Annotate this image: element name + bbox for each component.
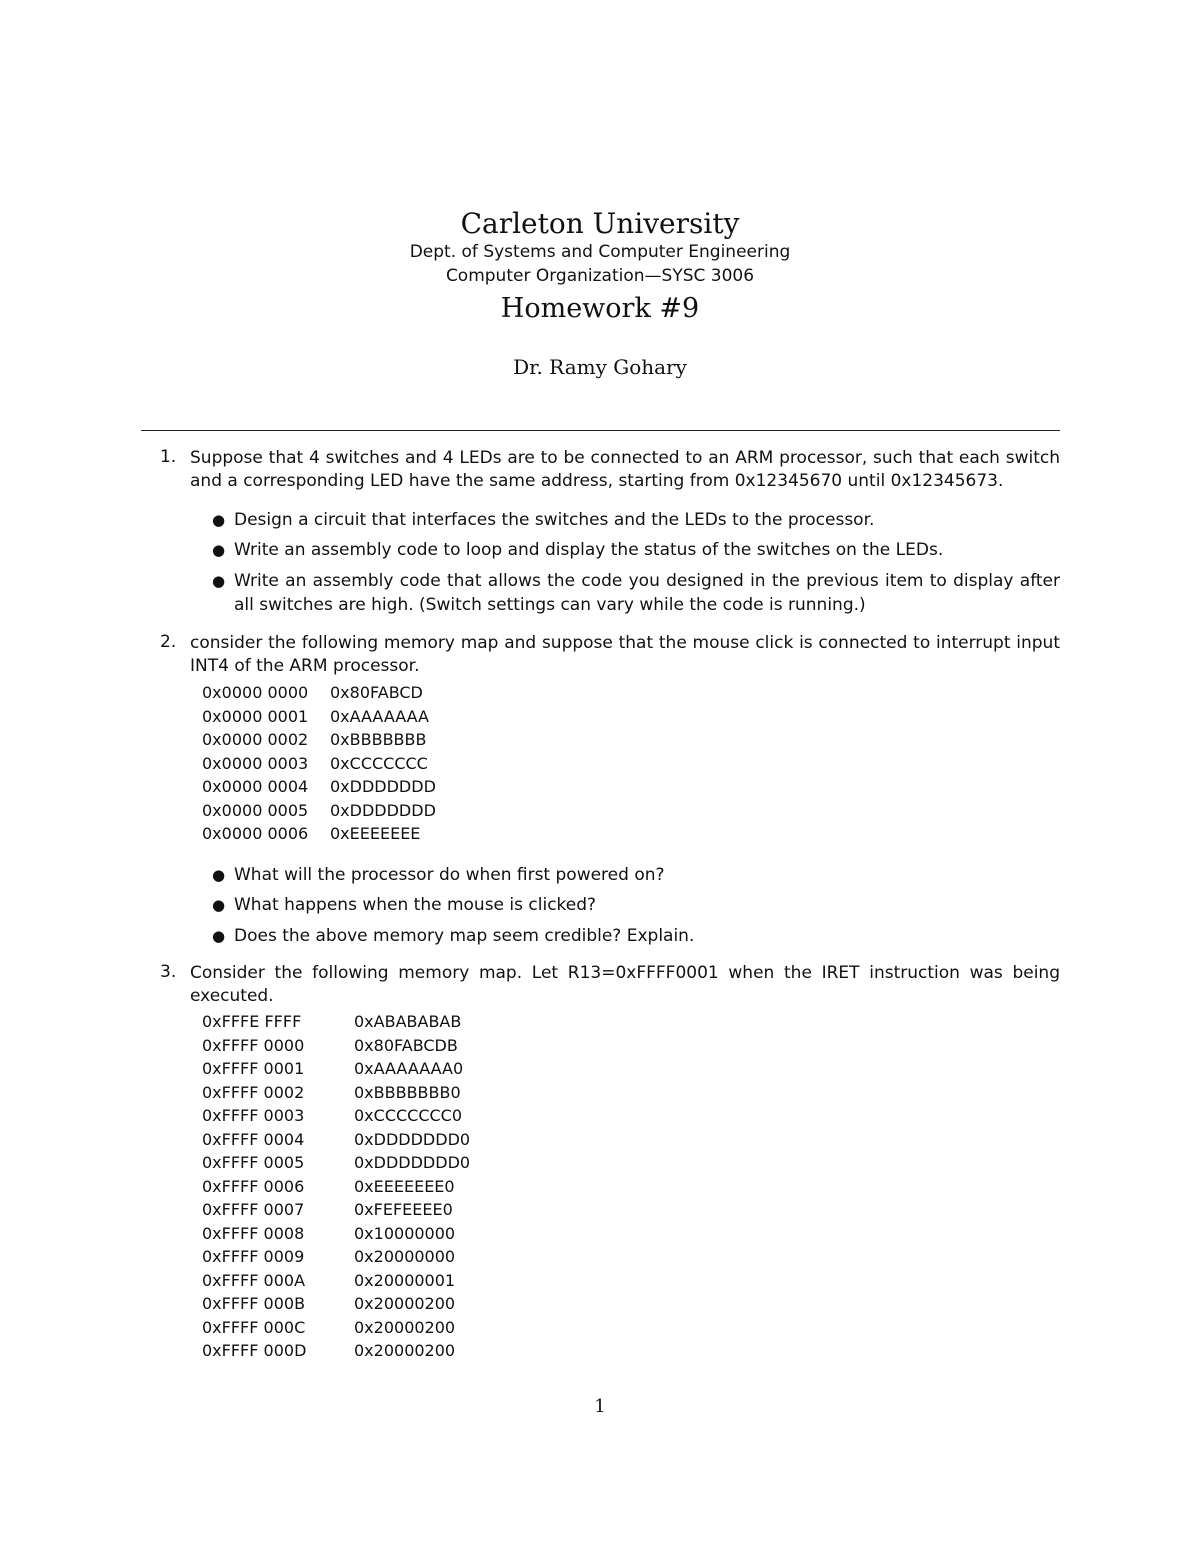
- memory-value: 0xDDDDDDD0: [354, 1153, 471, 1172]
- bullet-icon: ●: [212, 896, 226, 914]
- question-2-number: 2.: [160, 632, 177, 652]
- memory-address: 0xFFFF 0007: [202, 1200, 305, 1219]
- memory-address: 0xFFFF 000B: [202, 1294, 306, 1313]
- memory-address: 0xFFFE FFFF: [202, 1012, 302, 1031]
- bullet-icon: ●: [212, 866, 226, 884]
- bullet-icon: ●: [212, 572, 226, 590]
- memory-address: 0xFFFF 0002: [202, 1082, 305, 1102]
- memory-address: 0x0000 0002: [202, 730, 309, 749]
- department-name: Dept. of Systems and Computer Engineering: [409, 242, 791, 262]
- memory-address: 0xFFFF 0008: [202, 1223, 305, 1243]
- memory-value: 0x20000001: [354, 1270, 456, 1290]
- memory-address: 0x0000 0000: [202, 683, 309, 702]
- question-1-bullet: Write an assembly code that allows the code you designed in the previous item to display after all switches are high. (Switch settings can vary while the code is running.): [234, 571, 1060, 615]
- question-2-bullet: What happens when the mouse is clicked?: [234, 895, 597, 915]
- memory-address: 0xFFFF 0004: [202, 1129, 305, 1149]
- question-2-text: consider the following memory map and suppose that the mouse click is connected to interrupt input INT4 of the ARM processor.: [190, 633, 1060, 676]
- memory-value: 0xABABABAB: [354, 1012, 462, 1031]
- bullet-icon: ●: [212, 541, 226, 559]
- memory-value: 0x80FABCD: [330, 683, 423, 702]
- memory-address: 0xFFFF 0006: [202, 1176, 305, 1196]
- memory-value: 0x20000200: [354, 1317, 456, 1337]
- memory-address: 0x0000 0001: [202, 706, 309, 726]
- bullet-icon: ●: [212, 927, 226, 945]
- memory-address: 0x0000 0003: [202, 753, 309, 773]
- question-3-text: Consider the following memory map. Let R13=0xFFFF0001 when the IRET instruction was being executed.: [190, 963, 1060, 1006]
- question-1-bullet: Design a circuit that interfaces the switches and the LEDs to the processor.: [234, 510, 875, 530]
- instructor-name: Dr. Ramy Gohary: [513, 355, 687, 379]
- memory-value: 0xBBBBBBB: [330, 730, 427, 749]
- memory-address: 0x0000 0006: [202, 824, 309, 843]
- memory-address: 0x0000 0004: [202, 777, 309, 796]
- question-2-bullet: What will the processor do when first powered on?: [234, 865, 665, 885]
- memory-value: 0xEEEEEEE: [330, 824, 421, 843]
- memory-address: 0xFFFF 000C: [202, 1317, 306, 1337]
- memory-value: 0x20000200: [354, 1294, 456, 1313]
- memory-address: 0xFFFF 000D: [202, 1341, 307, 1360]
- memory-value: 0x20000200: [354, 1341, 456, 1360]
- memory-value: 0x80FABCDB: [354, 1035, 458, 1055]
- memory-value: 0xBBBBBBB0: [354, 1082, 461, 1102]
- memory-value: 0xDDDDDDD: [330, 777, 436, 796]
- page-number: 1: [594, 1396, 606, 1417]
- memory-value: 0x20000000: [354, 1247, 456, 1266]
- memory-address: 0xFFFF 0001: [202, 1059, 305, 1078]
- memory-address: 0x0000 0005: [202, 800, 309, 820]
- memory-value: 0xAAAAAAA0: [354, 1059, 464, 1078]
- bullet-icon: ●: [212, 511, 226, 529]
- question-3-number: 3.: [160, 962, 177, 982]
- question-2-bullet: Does the above memory map seem credible? Explain.: [234, 926, 695, 946]
- memory-value: 0xDDDDDDD0: [354, 1129, 471, 1149]
- memory-address: 0xFFFF 0003: [202, 1106, 305, 1125]
- question-1-bullet: Write an assembly code to loop and display the status of the switches on the LEDs.: [234, 540, 944, 560]
- question-1-text: Suppose that 4 switches and 4 LEDs are to be connected to an ARM processor, such that each switch and a corresponding LED have the same address, starting from 0x12345670 until 0x12345673.: [190, 448, 1060, 491]
- memory-value: 0xCCCCCCC0: [354, 1106, 463, 1125]
- university-name: Carleton University: [460, 207, 740, 240]
- memory-value: 0x10000000: [354, 1223, 456, 1243]
- memory-address: 0xFFFF 0005: [202, 1153, 305, 1172]
- header-divider: [141, 430, 1060, 431]
- memory-address: 0xFFFF 0009: [202, 1247, 305, 1266]
- memory-address: 0xFFFF 0000: [202, 1035, 305, 1055]
- course-title: Computer Organization—SYSC 3006: [445, 266, 755, 286]
- homework-title: Homework #9: [500, 293, 700, 324]
- memory-value: 0xFEFEEEE0: [354, 1200, 453, 1219]
- memory-value: 0xEEEEEEE0: [354, 1176, 455, 1196]
- memory-value: 0xAAAAAAA: [330, 706, 429, 726]
- question-1-number: 1.: [160, 447, 177, 467]
- memory-value: 0xCCCCCCC: [330, 753, 428, 773]
- memory-value: 0xDDDDDDD: [330, 800, 436, 820]
- memory-address: 0xFFFF 000A: [202, 1270, 306, 1290]
